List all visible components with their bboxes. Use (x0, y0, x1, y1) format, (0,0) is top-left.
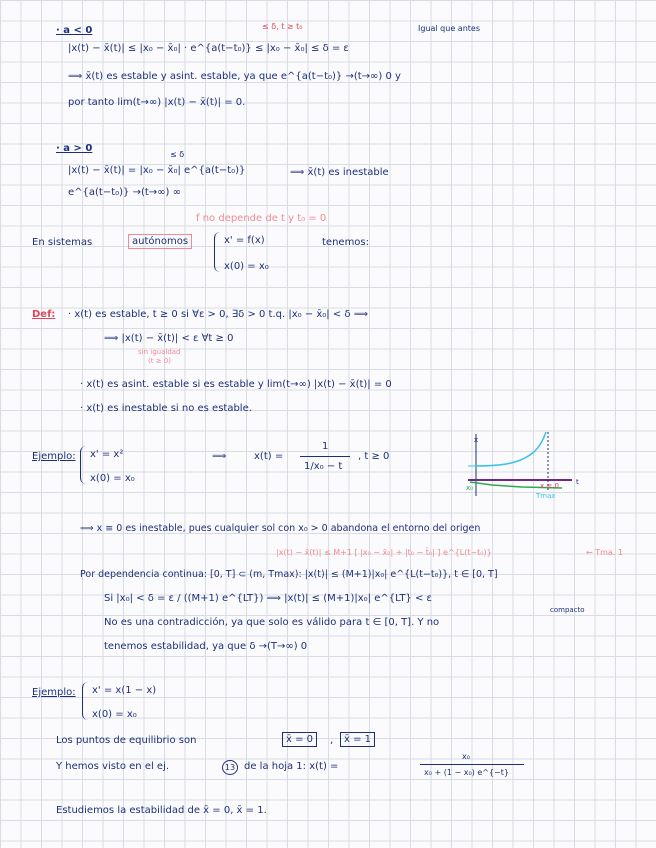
case-pos-inequality: |x(t) − x̄(t)| = |x₀ − x̄₀| e^{a(t−t₀)} (68, 165, 246, 176)
autonomous-boxed-word: autónomos (128, 234, 192, 249)
definition-line-1: · x(t) es estable, t ≥ 0 si ∀ε > 0, ∃δ > 0 t.q. |x₀ − x̄₀| < δ ⟹ (68, 309, 369, 320)
graph-positive-curve (476, 432, 546, 466)
case-neg-inequality: |x(t) − x̄(t)| ≤ |x₀ − x̄₀| · e^{a(t−t₀)} ≤ |x₀ − x̄₀| ≤ δ = ε (68, 43, 349, 54)
example1-continuity-4: tenemos estabilidad, ya que δ →(T→∞) 0 (104, 641, 308, 652)
example2-eq-1: x' = x(1 − x) (92, 685, 157, 696)
graph-tmax-label: Tmax (536, 492, 556, 500)
case-neg-conclusion-2: por tanto lim(t→∞) |x(t) − x̄(t)| = 0. (68, 97, 246, 108)
definition-line-4: · x(t) es inestable si no es estable. (80, 403, 252, 414)
definition-line-2-note-1: sin igualdad (138, 348, 181, 356)
case-pos-limit: e^{a(t−t₀)} →(t→∞) ∞ (68, 187, 181, 198)
autonomous-suffix: tenemos: (322, 237, 370, 248)
graph-y-label: x (474, 436, 479, 444)
example1-solution-denominator: 1/x₀ − t (304, 461, 343, 472)
example2-label: Ejemplo: (32, 687, 76, 698)
example1-continuity-1: Por dependencia continua: [0, T] ⊂ (m, Tmax): |x(t)| ≤ (M+1)|x₀| e^{L(t−t₀)}, t ∈ [0, T] (80, 569, 498, 580)
example2-fraction-bar (420, 764, 524, 765)
case-neg-conclusion-1: ⟹ x̄(t) es estable y asint. estable, ya que e^{a(t−t₀)} →(t→∞) 0 y (68, 71, 401, 82)
example2-eq-2: x(0) = x₀ (92, 709, 137, 720)
example2-study: Estudiemos la estabilidad de x̄ = 0, x̄ = 1. (56, 805, 267, 816)
autonomous-note: f no depende de t y t₀ = 0 (196, 213, 327, 224)
example2-equilibrium-point-2: x̄ = 1 (340, 732, 375, 747)
example2-equilibrium-comma: , (330, 735, 334, 746)
case-pos-conclusion: ⟹ x̄(t) es inestable (290, 167, 389, 178)
definition-line-2-note-2: (t ≥ 0) (148, 357, 171, 365)
definition-line-2: ⟹ |x(t) − x̄(t)| < ε ∀t ≥ 0 (104, 333, 234, 344)
example1-brace (80, 446, 87, 484)
graph-equilibrium-label: x ≡ 0 (540, 482, 559, 490)
definition-label: Def: (32, 309, 56, 320)
case-neg-right-note: Igual que antes (418, 24, 480, 33)
autonomous-brace (214, 232, 221, 272)
autonomous-eq-2: x(0) = x₀ (224, 261, 269, 272)
example1-solution-numerator: 1 (322, 441, 329, 452)
autonomous-eq-1: x' = f(x) (224, 235, 265, 246)
example1-graph (462, 432, 602, 502)
example2-brace (82, 682, 89, 720)
example1-solution-condition: , t ≥ 0 (358, 451, 390, 462)
example1-conclusion: ⟹ x ≡ 0 es inestable, pues cualquier sol con x₀ > 0 abandona el entorno del origen (80, 523, 481, 534)
example1-fraction-bar (300, 456, 350, 457)
case-pos-note: ≤ δ (170, 150, 185, 159)
example2-circled-number: 13 (222, 760, 238, 775)
example1-continuity-3: No es una contradicción, ya que solo es válido para t ∈ [0, T]. Y no (104, 617, 440, 628)
example1-compact-note: compacto (550, 606, 585, 614)
example2-seen-prefix: Y hemos visto en el ej. (56, 761, 170, 772)
example1-red-formula: |x(t) − x̄(t)| ≤ M+1 [ |x₀ − x̄₀| + |t₀ − t̄₀| ] e^{L(t−t₀)} (276, 548, 492, 557)
example1-eq-1: x' = x² (90, 449, 124, 460)
example2-equilibrium-prefix: Los puntos de equilibrio son (56, 735, 197, 746)
example2-equilibrium-point-1: x̄ = 0 (282, 732, 317, 747)
graph-x0-label: x₀ (466, 484, 473, 492)
example1-label: Ejemplo: (32, 451, 76, 462)
autonomous-prefix: En sistemas (32, 237, 93, 248)
example1-solution-lhs: x(t) = (254, 451, 284, 462)
case-pos-header: · a > 0 (56, 143, 93, 154)
example2-solution-denominator: x₀ + (1 − x₀) e^{−t} (424, 768, 509, 777)
definition-line-3: · x(t) es asint. estable si es estable y lim(t→∞) |x(t) − x̄(t)| = 0 (80, 379, 392, 390)
example2-seen-mid: de la hoja 1: x(t) = (244, 761, 339, 772)
example1-arrow: ⟹ (212, 451, 227, 462)
example1-continuity-2: Si |x₀| < δ = ε / ((M+1) e^{LT}) ⟹ |x(t)| ≤ (M+1)|x₀| e^{LT} < ε (104, 593, 432, 604)
case-neg-red-note: ≤ δ, t ≥ t₀ (262, 22, 303, 31)
case-neg-header: · a < 0 (56, 25, 93, 36)
example1-red-formula-tail: ← Tma. 1 (586, 548, 624, 557)
example2-solution-numerator: x₀ (462, 752, 470, 761)
example1-eq-2: x(0) = x₀ (90, 473, 135, 484)
graph-x-label: t (576, 478, 579, 486)
